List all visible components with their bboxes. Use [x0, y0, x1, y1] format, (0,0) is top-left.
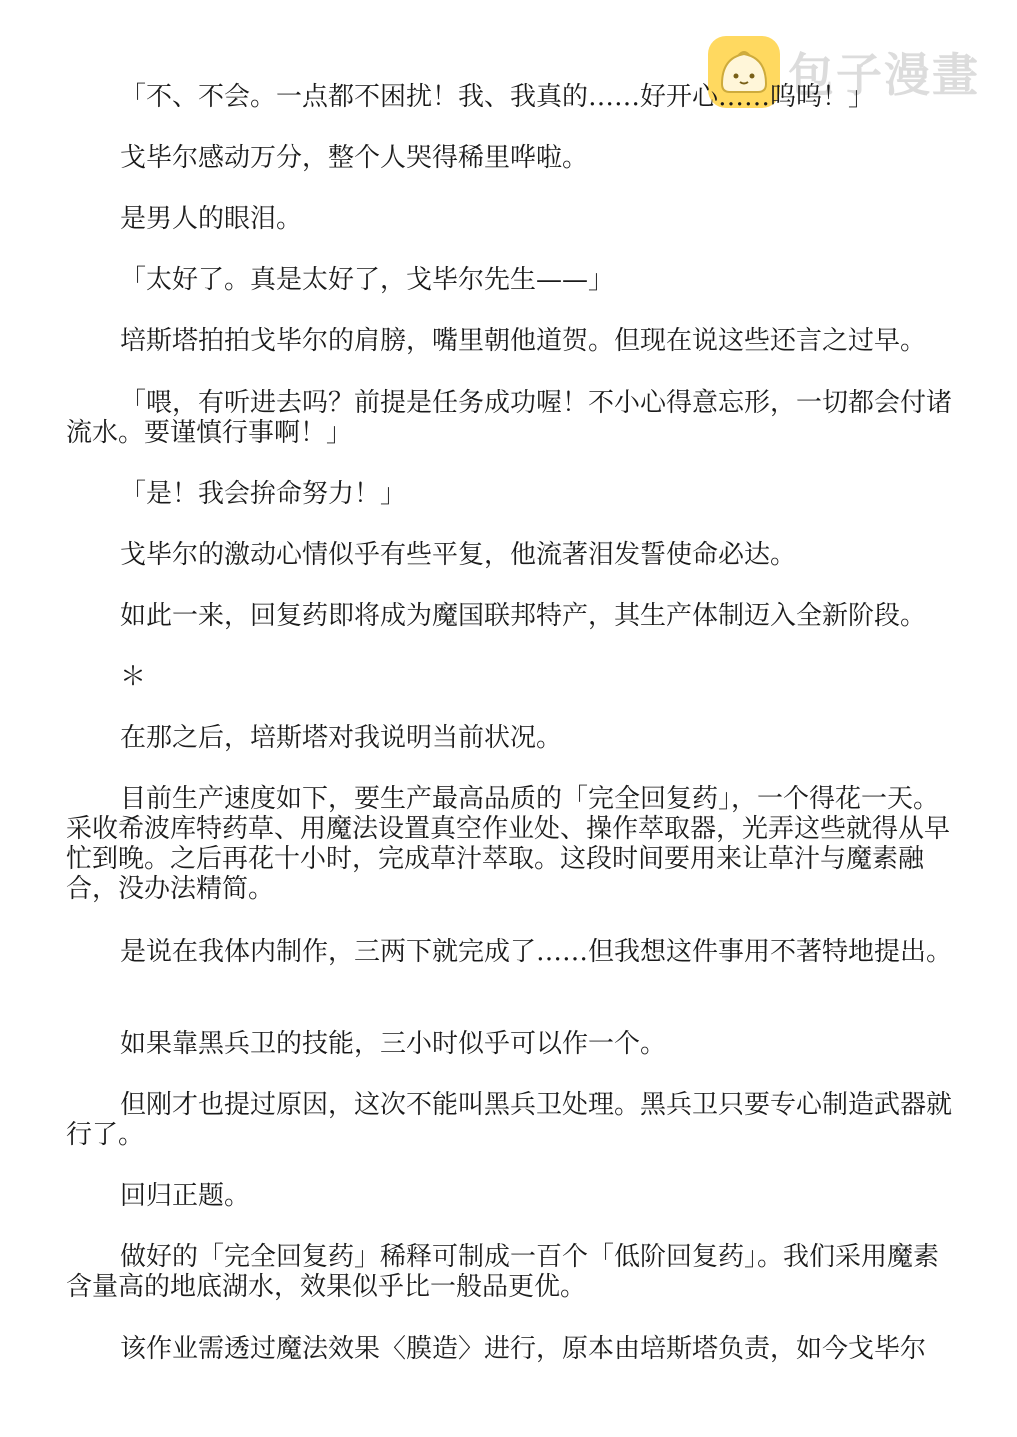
- paragraph: 如此一来，回复药即将成为魔国联邦特产，其生产体制迈入全新阶段。: [120, 601, 927, 631]
- paragraph: 戈毕尔感动万分，整个人哭得稀里哗啦。: [120, 143, 589, 173]
- paragraph: 「喂，有听进去吗？前提是任务成功喔！不小心得意忘形，一切都会付诸流水。要谨慎行事啊！」: [66, 388, 953, 448]
- paragraph: 是男人的眼泪。: [120, 204, 303, 234]
- paragraph: 培斯塔拍拍戈毕尔的肩膀，嘴里朝他道贺。但现在说这些还言之过早。: [120, 326, 927, 356]
- paragraph: 如果靠黑兵卫的技能，三小时似乎可以作一个。: [120, 1029, 667, 1059]
- paragraph: 「是！我会拚命努力！」: [120, 479, 407, 509]
- paragraph: 回归正题。: [120, 1181, 251, 1211]
- watermark-text: 包子漫畫: [788, 48, 980, 102]
- paragraph: 但刚才也提过原因，这次不能叫黑兵卫处理。黑兵卫只要专心制造武器就行了。: [66, 1090, 953, 1150]
- paragraph: 该作业需透过魔法效果〈膜造〉进行，原本由培斯塔负责，如今戈毕尔: [120, 1334, 927, 1364]
- section-break: ＊: [120, 662, 147, 692]
- paragraph: 目前生产速度如下，要生产最高品质的「完全回复药」，一个得花一天。采收希波库特药草、用魔法设置真空作业处、操作萃取器，光弄这些就得从早忙到晚。之后再花十小时，完成草汁萃取。这段时间要用来让草汁与魔素融合，没办法精简。: [66, 784, 951, 904]
- paragraph: 是说在我体内制作，三两下就完成了……但我想这件事用不著特地提出。: [120, 937, 953, 967]
- paragraph: 做好的「完全回复药」稀释可制成一百个「低阶回复药」。我们采用魔素含量高的地底湖水，效果似乎比一般品更优。: [66, 1242, 940, 1302]
- paragraph: 在那之后，培斯塔对我说明当前状况。: [120, 723, 563, 753]
- paragraph: 「不、不会。一点都不困扰！我、我真的……好开心……呜呜！」: [120, 82, 875, 112]
- paragraph: 「太好了。真是太好了，戈毕尔先生——」: [120, 265, 615, 295]
- paragraph: 戈毕尔的激动心情似乎有些平复，他流著泪发誓使命必达。: [120, 540, 797, 570]
